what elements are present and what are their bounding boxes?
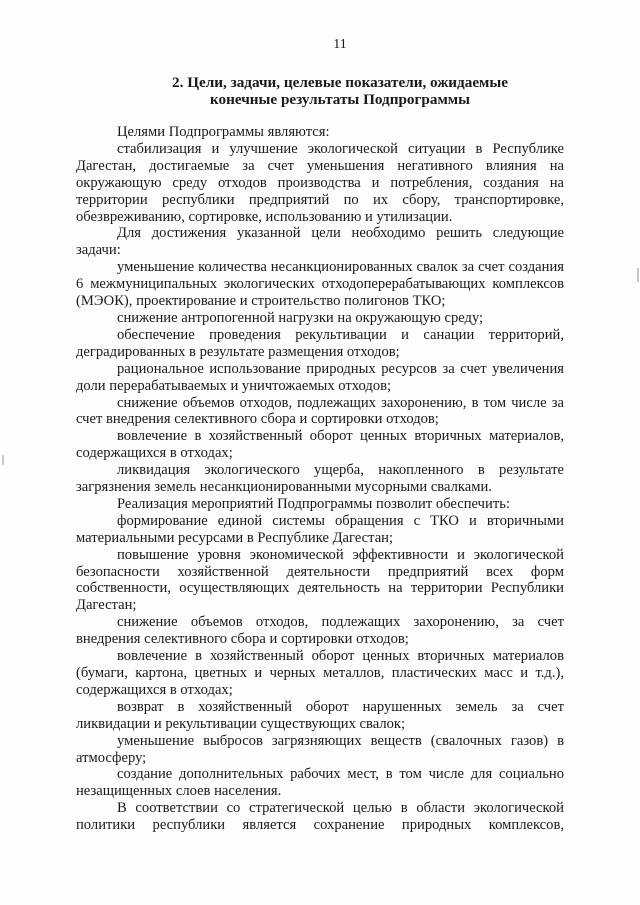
document-body: [76, 124, 564, 834]
section-heading: [60, 74, 620, 108]
body-paragraph: Реализация мероприятий Подпрограммы позволит обеспечить:: [117, 495, 510, 512]
body-paragraph: вовлечение в хозяйственный оборот ценных вторичных материалов, содержащихся в отходах;: [76, 428, 564, 462]
body-paragraph: уменьшение количества несанкционированных свалок за счет создания 6 межмуниципальных экологических отходоперерабатывающих комплексов (МЭОК), проектирование и строительство полигонов ТКО;: [76, 259, 564, 310]
body-paragraph: стабилизация и улучшение экологической ситуации в Республике Дагестан, достигаемые за счет уменьшения негативного влияния на окружающую среду отходов производства и потребления, создания на территории республики предприятий по их сбору, транспортировке, обезвреживанию, сортировке, использованию и утилизации.: [76, 140, 564, 225]
body-paragraph: Целями Подпрограммы являются:: [117, 124, 330, 140]
body-paragraph: В соответствии со стратегической целью в области экологической политики республики является сохранение природных комплексов,: [76, 800, 564, 834]
scan-edge-mark: [2, 455, 4, 465]
scan-edge-mark: [637, 268, 639, 282]
body-paragraph: Для достижения указанной цели необходимо решить следующие задачи:: [76, 225, 564, 259]
body-paragraph: вовлечение в хозяйственный оборот ценных вторичных материалов (бумаги, картона, цветных и черных металлов, пластических масс и т.д.), содержащихся в отходах;: [76, 648, 564, 698]
body-paragraph: ликвидация экологического ущерба, накопленного в результате загрязнения земель несанкционированными мусорными свалками.: [76, 462, 564, 496]
body-paragraph: снижение антропогенной нагрузки на окружающую среду;: [117, 309, 484, 326]
section-heading-line: 2. Цели, задачи, целевые показатели, ожидаемые: [172, 74, 508, 91]
body-paragraph: обеспечение проведения рекультивации и санации территорий, деградированных в результате размещения отходов;: [76, 326, 564, 360]
section-heading-line: конечные результаты Подпрограммы: [209, 91, 471, 108]
body-paragraph: создание дополнительных рабочих мест, в том числе для социально незащищенных слоев населения.: [76, 766, 564, 800]
body-paragraph: рациональное использование природных ресурсов за счет увеличения доли перерабатываемых и уничтожаемых отходов;: [76, 360, 564, 394]
body-paragraph: уменьшение выбросов загрязняющих веществ (свалочных газов) в атмосферу;: [76, 732, 564, 766]
body-paragraph: снижение объемов отходов, подлежащих захоронению, за счет внедрения селективного сбора и сортировки отходов;: [76, 614, 564, 648]
body-paragraph: повышение уровня экономической эффективности и экологической безопасности хозяйственной деятельности предприятий всех форм собственности, осуществляющих деятельность на территории Республики Дагестан;: [76, 546, 564, 614]
body-paragraph: формирование единой системы обращения с ТКО и вторичными материальными ресурсами в Республике Дагестан;: [76, 512, 564, 546]
page-number: 11: [333, 37, 347, 52]
body-paragraph: возврат в хозяйственный оборот нарушенных земель за счет ликвидации и рекультивации существующих свалок;: [76, 698, 564, 732]
body-paragraph: снижение объемов отходов, подлежащих захоронению, в том числе за счет внедрения селективного сбора и сортировки отходов;: [76, 394, 564, 428]
